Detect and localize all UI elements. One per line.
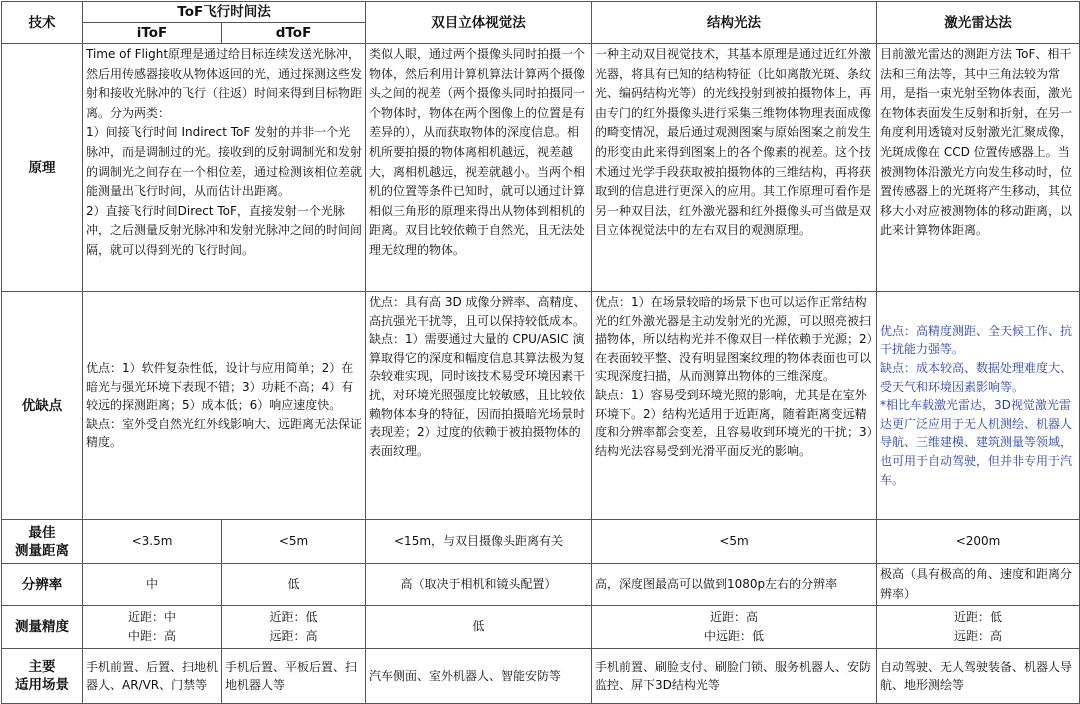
scenarios-structured-light: 手机前置、刷脸支付、刷脸门锁、服务机器人、安防监控、屏下3D结构光等	[592, 649, 877, 704]
proscons-stereo	[366, 292, 592, 520]
precision-dtof	[222, 606, 366, 649]
precision-itof-mid: 中距：高	[127, 629, 176, 644]
scenarios-itof: 手机前置、后置、扫地机器人、AR/VR、门禁等	[83, 649, 222, 704]
scenarios-stereo: 汽车侧面、室外机器人、智能安防等	[366, 649, 592, 704]
resolution-structured-light: 高，深度图最高可以做到1080p左右的分辨率	[592, 564, 877, 606]
principle-tof-dtof: 2）直接飞行时间Direct ToF，直接发射一个光脉冲，之后测量反射光脉冲和发射光脉冲之间的时间间隔，就可以得到光的飞行时间。	[86, 203, 363, 257]
precision-structured-midfar: 中远距：低	[704, 629, 765, 644]
principle-tof-itof: 1）间接飞行时间 Indirect ToF 发射的并非一个光脉冲，而是调制过的光。接收到的反射调制光和发射的调制光之间存在一个相位差，通过检测该相位差就能测量出飞行时间，从而估计出距离。	[86, 125, 363, 199]
header-dtof: dToF	[222, 23, 366, 44]
principle-stereo: 类似人眼，通过两个摄像头同时拍摄一个物体，然后利用计算机算法计算两个摄像头之间的视差（两个摄像头同时拍摄同一个物体时，物体在两个图像上的位置是有差异的），从而获取物体的深度信息。相机所要拍摄的物体离相机越远，视差越大，离相机越远，视差就越小。当两个相机的位置等条件已知时，就可以通过计算相似三角形的原理来得出从物体到相机的距离。双目比较依赖于自然光，且无法处理无纹理的物体。	[366, 44, 592, 292]
proscons-structured-light	[592, 292, 877, 520]
proscons-tof	[83, 292, 366, 520]
proscons-stereo-pros: 优点：具有高 3D 成像分辨率、高精度、高抗强光干扰等，且可以保持较低成本。	[369, 295, 586, 328]
principle-lidar: 目前激光雷达的测距方法 ToF、相干法和三角法等，其中三角法较为常用，是指一束光射至物体表面，激光在物体表面发生反射和折射，在另一角度利用透镜对反射激光汇聚成像，光斑成像在 CCD 位置传感器上。当被测物体沿激光方向发生移动时，位置传感器上的光斑将产生移动，其位移大小对应被测物体的移动距离，以此来计算物体距离。	[877, 44, 1080, 292]
header-structured-light: 结构光法	[592, 2, 877, 44]
precision-itof-near: 近距：中	[127, 609, 176, 624]
proscons-lidar-pros: 优点：高精度测距、全天候工作、抗干扰能力强等。	[880, 323, 1073, 357]
precision-stereo: 低	[366, 606, 592, 649]
row-label-range-line2: 测量距离	[15, 542, 69, 559]
range-stereo: <15m，与双目摄像头距离有关	[366, 520, 592, 564]
scenarios-lidar: 自动驾驶、无人驾驶装备、机器人导航、地形测绘等	[877, 649, 1080, 704]
resolution-lidar: 极高（具有极高的角、速度和距离分辨率）	[877, 564, 1080, 606]
range-dtof: <5m	[222, 520, 366, 564]
precision-structured-light	[592, 606, 877, 649]
principle-tof-intro: Time of Flight原理是通过给目标连续发送光脉冲，然后用传感器接收从物体返回的光，通过探测这些发射和接收光脉冲的飞行（往返）时间来得到目标物距离。分为两类：	[86, 47, 363, 120]
proscons-tof-pros: 优点：1）软件复杂性低，设计与应用简单；2）在暗光与强光环境下表现不错；3）功耗不高；4）有较远的探测距离；5）成本低；6）响应速度快。	[86, 361, 354, 413]
proscons-lidar	[877, 292, 1080, 520]
row-label-scenarios-line1: 主要	[28, 659, 56, 676]
range-structured-light: <5m	[592, 520, 877, 564]
precision-dtof-far: 远距：高	[269, 629, 318, 644]
principle-tof	[83, 44, 366, 292]
row-label-range-line1: 最佳	[28, 524, 56, 541]
range-lidar: <200m	[877, 520, 1080, 564]
precision-lidar-far: 远距：高	[954, 629, 1003, 644]
proscons-structured-pros: 优点：1）在场景较暗的场景下也可以运作正常结构光的红外激光器是主动发射光的光源，可以照亮被扫描物体，所以结构光并不像双目一样依赖于光源；2）在表面较平整、没有明显图案纹理的物体表面也可以实现深度扫描，从而测算出物体的三维深度。	[595, 295, 873, 384]
proscons-stereo-cons: 缺点：1）需要通过大量的 CPU/ASIC 演算取得它的深度和幅度信息其算法极为复杂较难实现，同时该技术易受环境因素干扰，对环境光照强度比较敏感，且比较依赖物体本身的特征，因而拍摄暗光场景时表现差；2）过度的依赖于被拍摄物体的表面纹理。	[369, 332, 586, 458]
resolution-itof: 中	[83, 564, 222, 606]
row-label-precision: 测量精度	[2, 606, 83, 649]
header-tof: ToF飞行时间法	[83, 2, 366, 23]
header-stereo: 双目立体视觉法	[366, 2, 592, 44]
precision-lidar-near: 近距：低	[954, 609, 1003, 624]
row-label-resolution: 分辨率	[2, 564, 83, 606]
precision-structured-near: 近距：高	[710, 609, 759, 624]
proscons-structured-cons: 缺点：1）容易受到环境光照的影响，尤其是在室外环境下。2）结构光适用于近距离，随着距离变远精度和分辨率都会变差，且容易收到环境光的干扰；3）结构光法容易受到光滑平面反光的影响。	[595, 387, 873, 458]
precision-dtof-near: 近距：低	[269, 609, 318, 624]
row-label-range	[2, 520, 83, 564]
precision-itof	[83, 606, 222, 649]
row-label-scenarios	[2, 649, 83, 704]
range-itof: <3.5m	[83, 520, 222, 564]
row-label-proscons: 优缺点	[2, 292, 83, 520]
header-tech: 技术	[2, 2, 83, 44]
row-label-principle: 原理	[2, 44, 83, 292]
principle-structured-light: 一种主动双目视觉技术，其基本原理是通过近红外激光器，将具有已知的结构特征（比如离散光斑、条纹光、编码结构光等）的光线投射到被拍摄物体上，再由专门的红外摄像头进行采集三维物体物理表面成像的畸变情况，最后通过观测图案与原始图案之前发生的形变由此来得到图案上的各个像素的视差。这个技术通过光学手段获取被拍摄物体的三维结构，再将获取到的信息进行更深入的应用。其工作原理可看作是另一种双目法，红外激光器和红外摄像头可当做是双目立体视觉法中的左右双目的观测原理。	[592, 44, 877, 292]
proscons-lidar-cons: 缺点：成本较高、数据处理难度大、受天气和环境因素影响等。	[880, 361, 1073, 394]
row-label-scenarios-line2: 适用场景	[15, 677, 69, 694]
proscons-tof-cons: 缺点：室外受自然光红外线影响大、远距离无法保证精度。	[86, 416, 363, 450]
precision-lidar	[877, 606, 1080, 649]
resolution-stereo: 高（取决于相机和镜头配置）	[366, 564, 592, 606]
proscons-lidar-note: *相比车载激光雷达，3D视觉激光雷达更广泛应用于无人机测绘、机器人导航、三维建模、建筑测量等领域，也可用于自动驾驶，但并非专用于汽车。	[880, 398, 1073, 487]
tech-comparison-table	[1, 1, 1080, 704]
resolution-dtof: 低	[222, 564, 366, 606]
scenarios-dtof: 手机后置、平板后置、扫地机器人等	[222, 649, 366, 704]
header-itof: iToF	[83, 23, 222, 44]
header-lidar: 激光雷达法	[877, 2, 1080, 44]
